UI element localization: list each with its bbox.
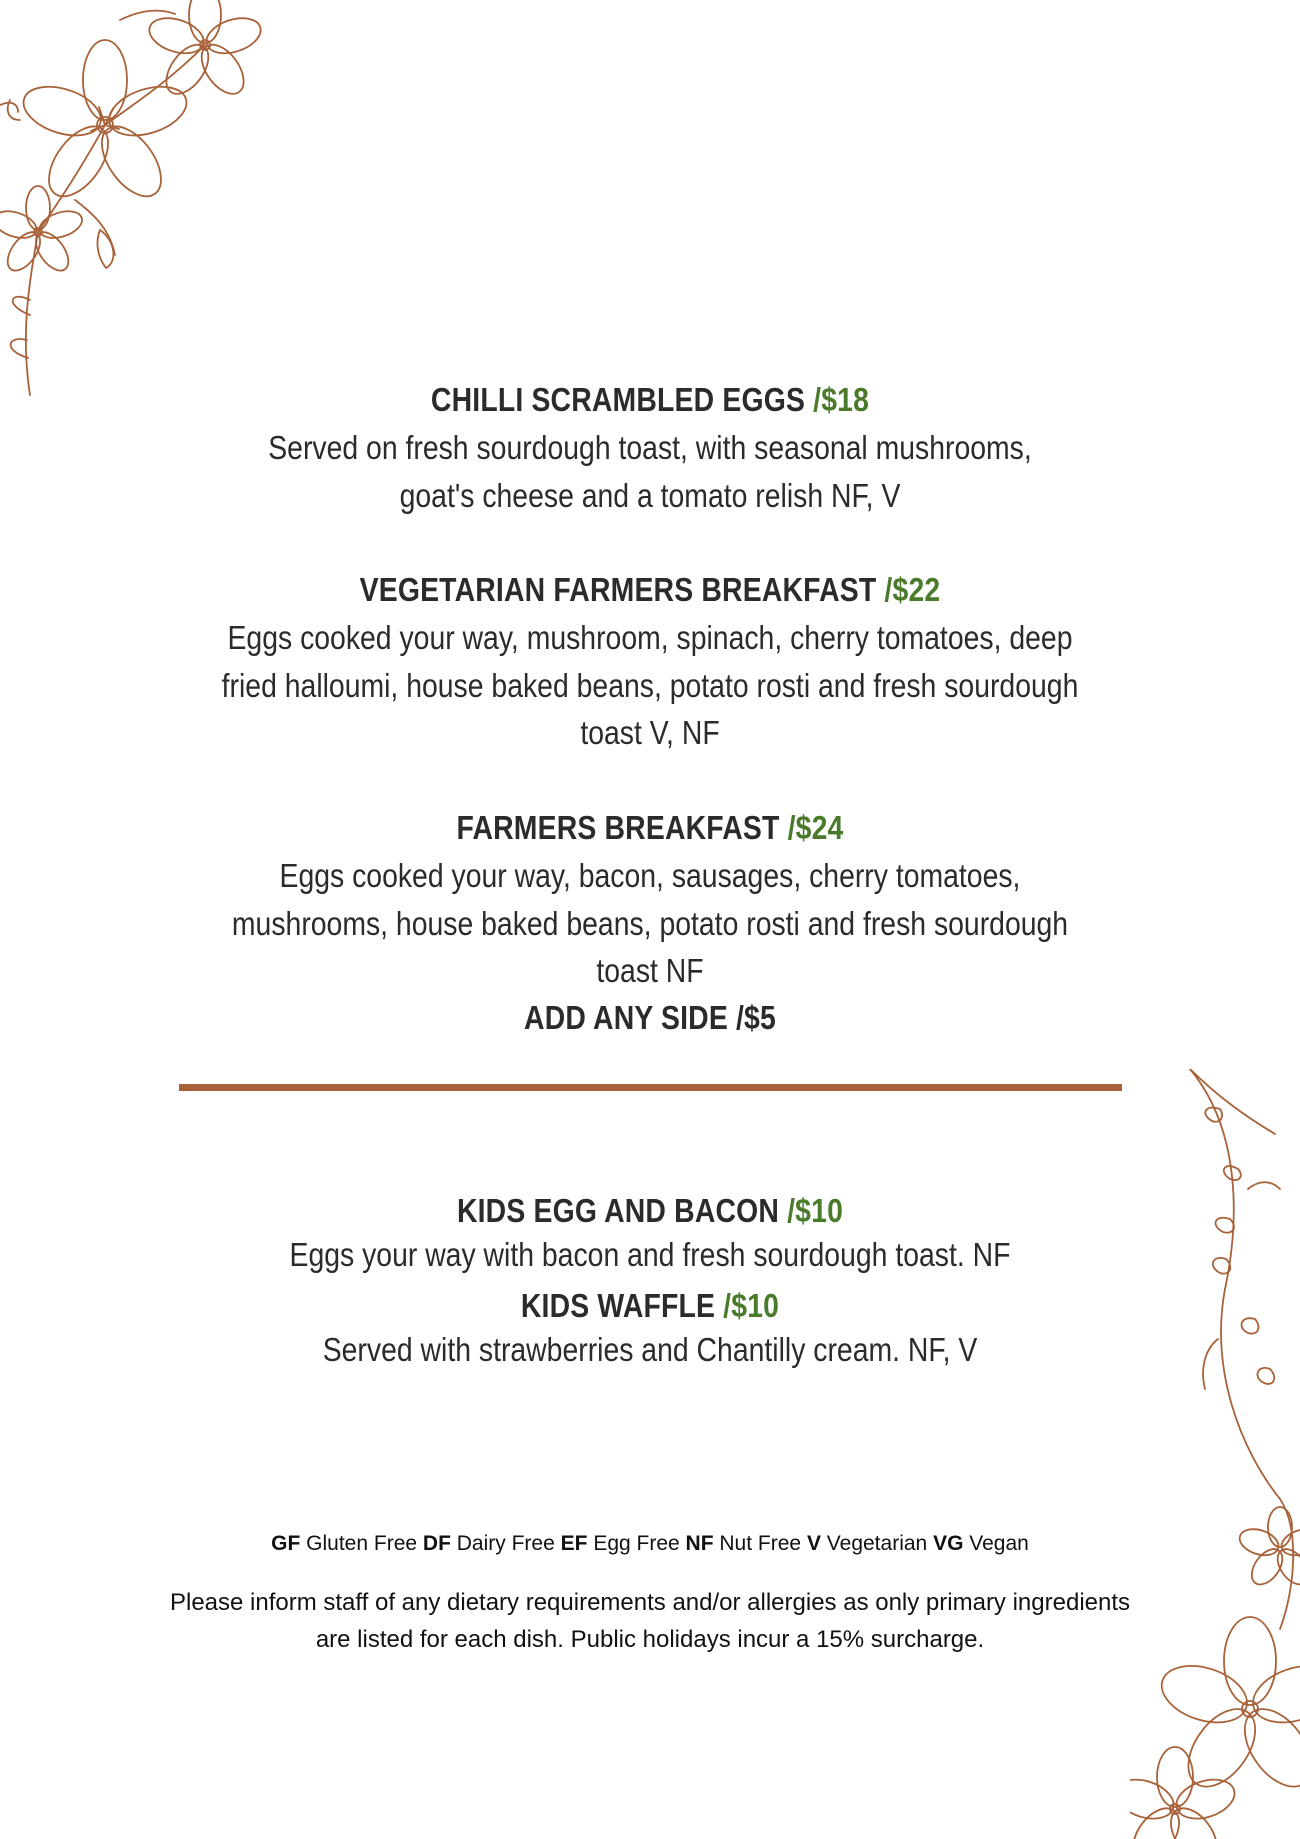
dietary-note: Please inform staff of any dietary requirements and/or allergies as only primary ingredients are listed for each dish. Public holidays incur a 15% surcharge. (169, 1589, 1131, 1653)
menu-item-vegetarian-farmers-breakfast (130, 570, 1170, 757)
item-title-line (203, 380, 1097, 420)
item-title-line (203, 808, 1097, 848)
item-title: KIDS WAFFLE (520, 1287, 716, 1324)
section-divider (179, 1084, 1122, 1091)
floral-corner-top-left-decoration (0, 0, 300, 400)
item-description: Served on fresh sourdough toast, with seasonal mushrooms, goat's cheese and a tomato relish NF, V (268, 429, 1032, 514)
item-title: FARMERS BREAKFAST (456, 809, 780, 846)
legend-label: Vegan (969, 1532, 1029, 1555)
menu-item-kids-egg-and-bacon (130, 1191, 1170, 1279)
legend-code: V (806, 1532, 821, 1555)
item-title: VEGETARIAN FARMERS BREAKFAST (359, 571, 877, 608)
item-price: /$10 (787, 1192, 844, 1229)
item-title-line (203, 570, 1097, 610)
item-description: Eggs cooked your way, mushroom, spinach, cherry tomatoes, deep fried halloumi, house baked beans, potato rosti and fresh sourdough toast V, NF (221, 619, 1079, 751)
item-price: /$24 (787, 809, 844, 846)
item-description: Eggs cooked your way, bacon, sausages, cherry tomatoes, mushrooms, house baked beans, potato rosti and fresh sourdough toast NF (231, 857, 1069, 989)
legend-code: DF (422, 1532, 451, 1555)
add-side-text: ADD ANY SIDE /$5 (524, 999, 776, 1036)
item-price: /$22 (884, 571, 941, 608)
legend-label: Dairy Free (456, 1532, 555, 1555)
item-description: Eggs your way with bacon and fresh sourdough toast. NF (289, 1236, 1011, 1273)
legend-label: Nut Free (719, 1532, 802, 1555)
item-price: /$18 (813, 381, 870, 418)
legend-code: VG (933, 1532, 964, 1555)
legend-code: NF (685, 1532, 714, 1555)
floral-corner-bottom-right-decoration (1130, 1069, 1300, 1839)
item-title-line (203, 1191, 1097, 1231)
dietary-legend (0, 1532, 1300, 1556)
legend-label: Egg Free (593, 1532, 680, 1555)
legend-code: GF (271, 1532, 301, 1555)
item-title: CHILLI SCRAMBLED EGGS (430, 381, 806, 418)
menu-item-farmers-breakfast (130, 808, 1170, 995)
item-title: KIDS EGG AND BACON (456, 1192, 780, 1229)
legend-label: Gluten Free (306, 1532, 418, 1555)
legend-label: Vegetarian (826, 1532, 928, 1555)
item-price: /$10 (723, 1287, 780, 1324)
item-description: Served with strawberries and Chantilly cream. NF, V (322, 1331, 978, 1368)
menu-item-kids-waffle (130, 1286, 1170, 1374)
legend-code: EF (560, 1532, 588, 1555)
menu-item-chilli-scrambled-eggs (130, 380, 1170, 519)
add-side-line (130, 998, 1170, 1038)
item-title-line (203, 1286, 1097, 1326)
